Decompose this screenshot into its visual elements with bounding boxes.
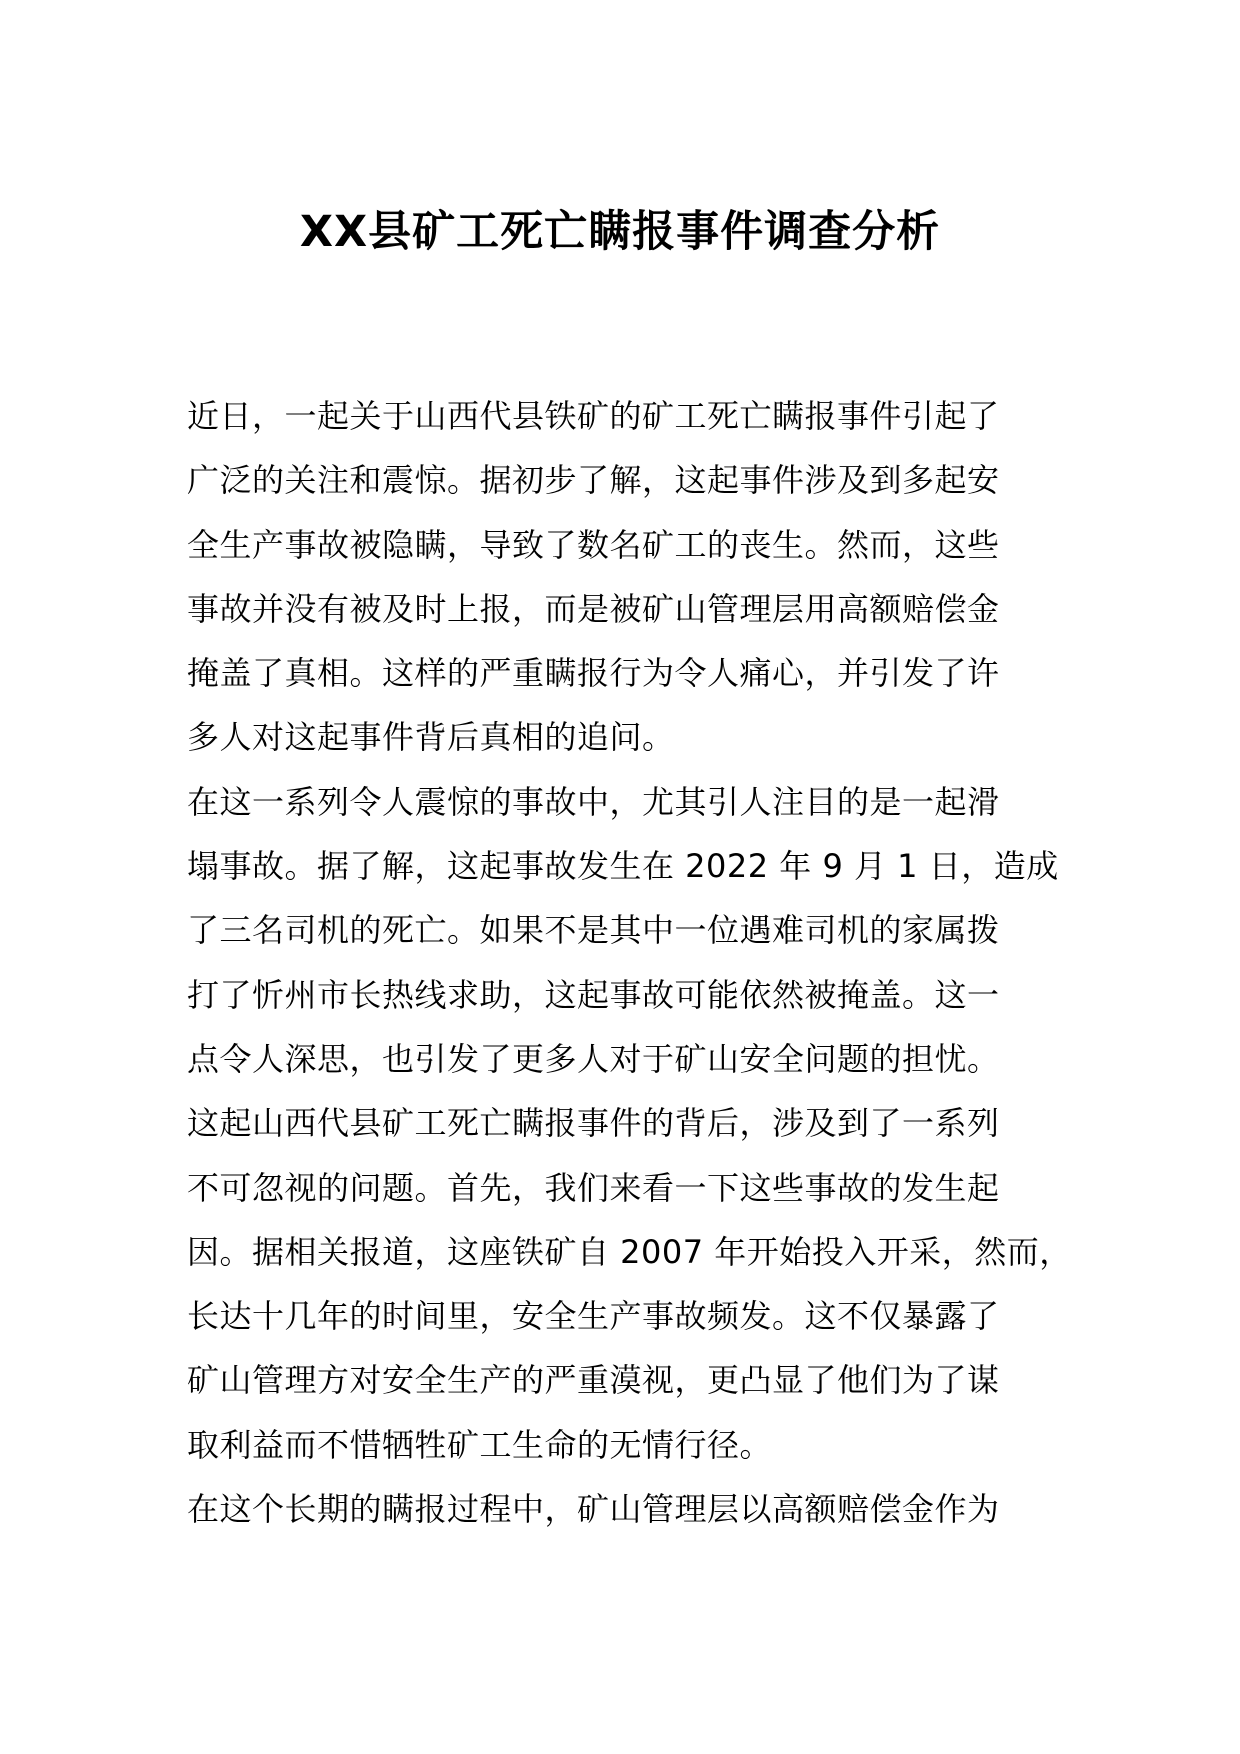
document-body	[187, 384, 1087, 1541]
body-line: 了三名司机的死亡。如果不是其中一位遇难司机的家属拨	[187, 911, 1000, 950]
body-line: 取利益而不惜牺牲矿工生命的无情行径。	[187, 1425, 773, 1464]
body-line: 广泛的关注和震惊。据初步了解，这起事件涉及到多起安	[187, 461, 1000, 500]
body-line: 全生产事故被隐瞒，导致了数名矿工的丧生。然而，这些	[187, 525, 1000, 564]
document-title: XX县矿工死亡瞒报事件调查分析	[299, 207, 941, 257]
body-line: 因。据相关报道，这座铁矿自 2007 年开始投入开采，然而，	[187, 1232, 1072, 1271]
body-line: 打了忻州市长热线求助，这起事故可能依然被掩盖。这一	[187, 975, 1000, 1014]
body-line: 掩盖了真相。这样的严重瞒报行为令人痛心，并引发了许	[187, 654, 1000, 693]
body-line: 事故并没有被及时上报，而是被矿山管理层用高额赔偿金	[187, 589, 1000, 628]
body-line: 不可忽视的问题。首先，我们来看一下这些事故的发生起	[187, 1168, 1000, 1207]
body-line: 塌事故。据了解，这起事故发生在 2022 年 9 月 1 日，造成	[187, 847, 1059, 886]
body-line: 多人对这起事件背后真相的追问。	[187, 718, 675, 757]
body-line: 点令人深思，也引发了更多人对于矿山安全问题的担忧。	[187, 1039, 1000, 1078]
body-line: 近日，一起关于山西代县铁矿的矿工死亡瞒报事件引起了	[187, 397, 1000, 435]
body-line: 这起山西代县矿工死亡瞒报事件的背后，涉及到了一系列	[187, 1104, 1000, 1143]
body-line: 长达十几年的时间里，安全生产事故频发。这不仅暴露了	[187, 1297, 1000, 1336]
body-line: 矿山管理方对安全生产的严重漠视，更凸显了他们为了谋	[187, 1361, 1000, 1400]
body-line: 在这个长期的瞒报过程中，矿山管理层以高额赔偿金作为	[187, 1490, 1000, 1529]
body-line: 在这一系列令人震惊的事故中，尤其引人注目的是一起滑	[187, 782, 1000, 821]
